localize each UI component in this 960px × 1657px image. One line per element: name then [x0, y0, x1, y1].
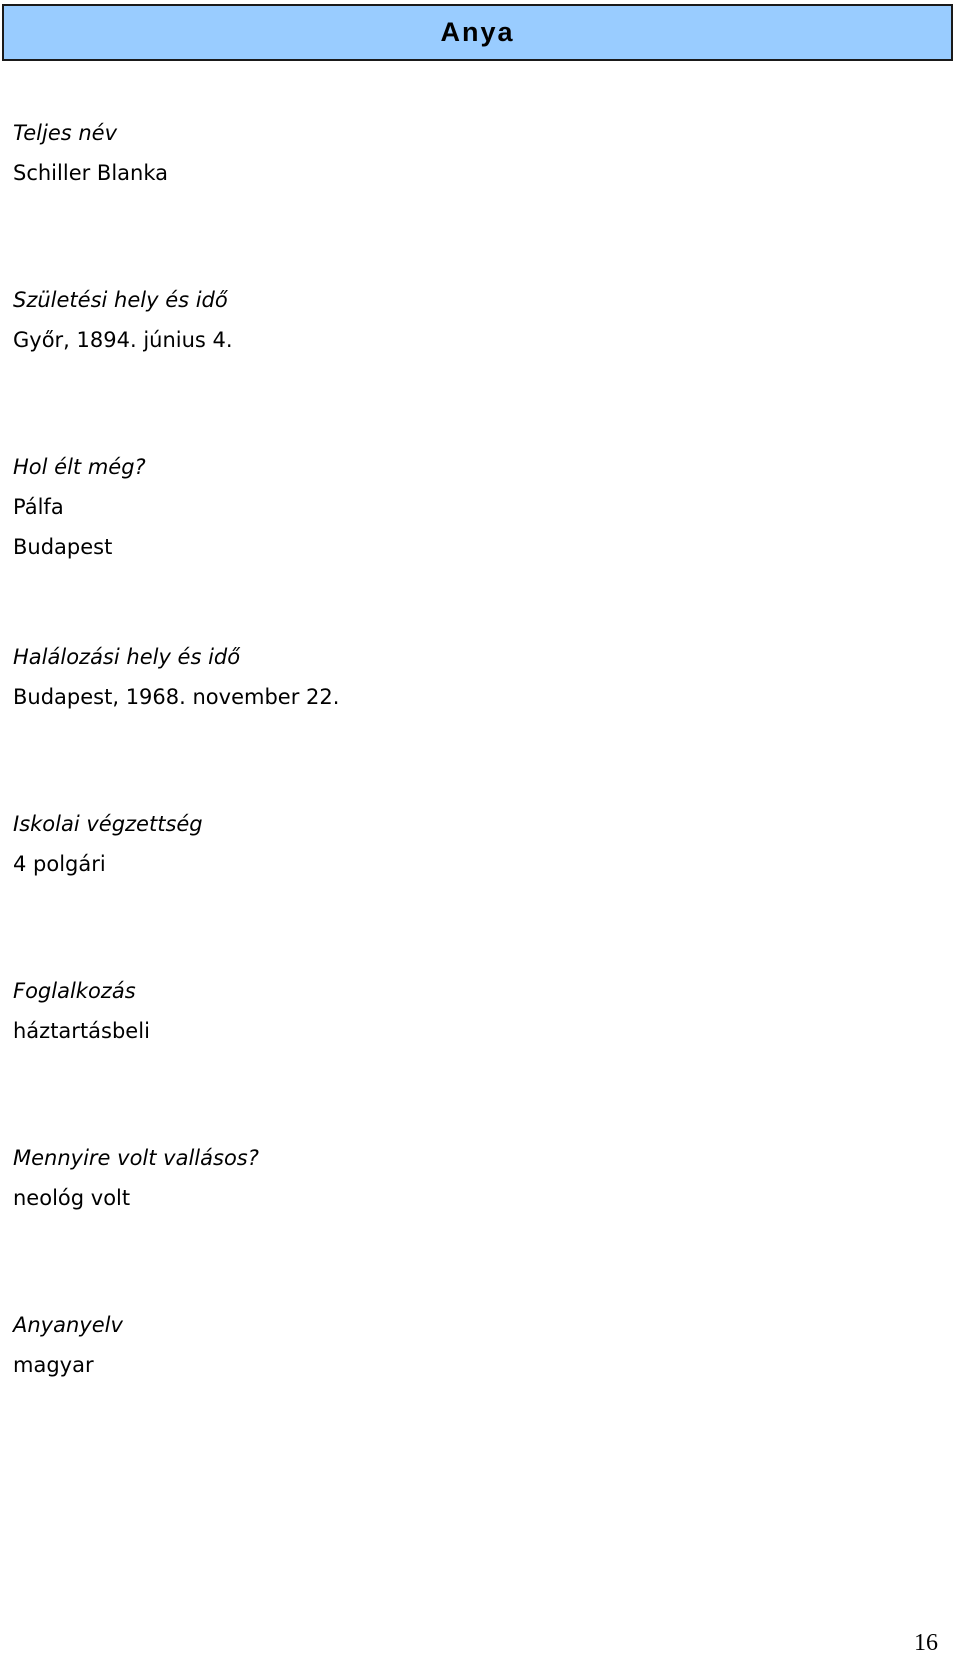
section-header	[2, 4, 953, 61]
field-full-name	[13, 113, 168, 193]
field-label: Születési hely és idő	[13, 288, 228, 312]
field-value: Pálfa	[13, 495, 64, 519]
field-birth	[13, 280, 233, 360]
field-occupation	[13, 971, 150, 1051]
field-other-residences	[13, 447, 146, 567]
page-number: 16	[914, 1630, 938, 1656]
field-mother-tongue	[13, 1305, 123, 1385]
field-value: magyar	[13, 1353, 94, 1377]
field-value: neológ volt	[13, 1186, 131, 1210]
section-title: Anya	[440, 17, 515, 47]
field-label: Hol élt még?	[13, 455, 146, 479]
field-value: 4 polgári	[13, 852, 106, 876]
field-value: Győr, 1894. június 4.	[13, 328, 233, 352]
field-value: Schiller Blanka	[13, 161, 168, 185]
field-religiosity	[13, 1138, 259, 1218]
field-label: Iskolai végzettség	[13, 812, 203, 836]
field-death	[13, 637, 339, 717]
field-value: Budapest	[13, 535, 113, 559]
field-label: Mennyire volt vallásos?	[13, 1146, 259, 1170]
field-education	[13, 804, 203, 884]
field-label: Teljes név	[13, 121, 118, 145]
field-value: Budapest, 1968. november 22.	[13, 685, 340, 709]
field-label: Foglalkozás	[13, 979, 136, 1003]
field-value: háztartásbeli	[13, 1019, 150, 1043]
field-label: Halálozási hely és idő	[13, 645, 241, 669]
field-label: Anyanyelv	[13, 1313, 123, 1337]
